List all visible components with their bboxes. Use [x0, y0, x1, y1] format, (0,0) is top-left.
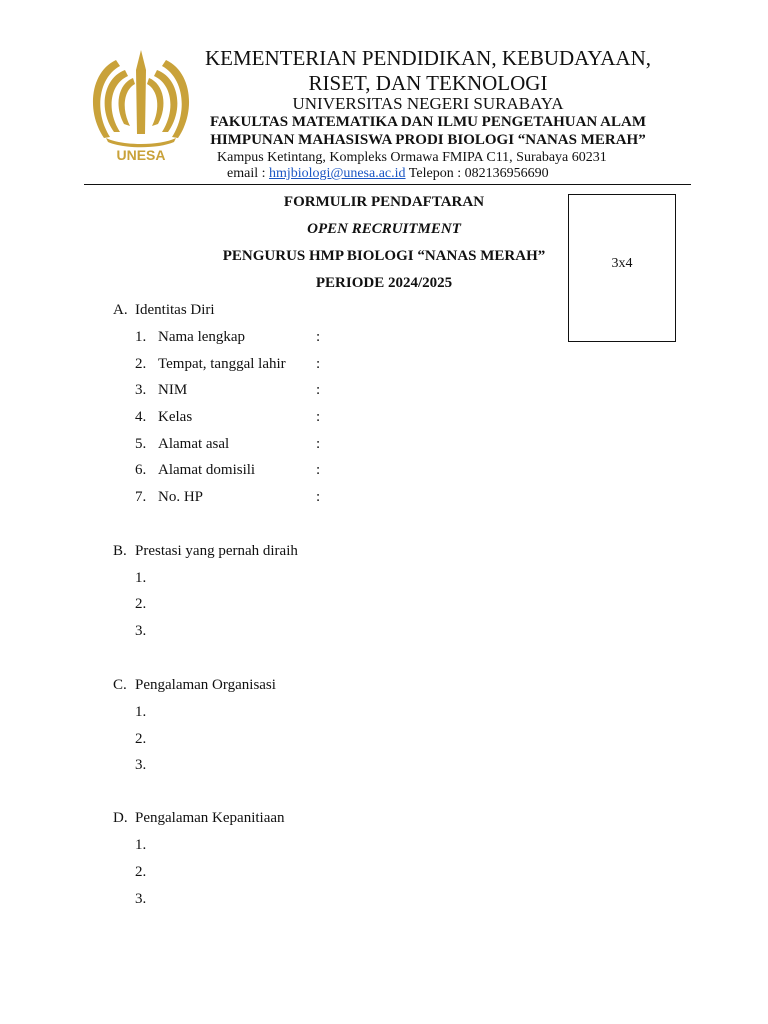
- field-separator: :: [316, 462, 321, 478]
- field-number: 1.: [135, 329, 147, 345]
- phone-text: Telepon : 082136956690: [408, 166, 549, 181]
- section-title: Identitas Diri: [135, 302, 215, 318]
- list-item-number: 2.: [135, 596, 147, 612]
- field-label: NIM: [158, 382, 188, 398]
- section-letter: C.: [113, 677, 127, 693]
- section-a-heading: [113, 302, 215, 319]
- unesa-logo: [88, 48, 194, 166]
- field-no-hp: [135, 489, 203, 506]
- field-separator: :: [316, 382, 321, 398]
- field-number: 6.: [135, 462, 147, 478]
- field-alamat-asal: [135, 436, 229, 453]
- address-line: Kampus Ketintang, Kompleks Ormawa FMIPA C11, Surabaya 60231: [217, 150, 607, 165]
- university-name: UNIVERSITAS NEGERI SURABAYA: [292, 94, 564, 113]
- field-separator: :: [316, 409, 321, 425]
- field-label: Kelas: [158, 409, 193, 425]
- list-item-number: 1.: [135, 704, 147, 720]
- section-letter: A.: [113, 302, 128, 318]
- list-item-number: 3.: [135, 891, 147, 907]
- section-letter: B.: [113, 543, 127, 559]
- field-label: Alamat domisili: [158, 462, 256, 478]
- section-b-heading: [113, 543, 298, 560]
- ministry-name-line1: KEMENTERIAN PENDIDIKAN, KEBUDAYAAN,: [204, 46, 652, 70]
- section-title: Prestasi yang pernah diraih: [135, 543, 298, 559]
- form-title: FORMULIR PENDAFTARAN: [283, 194, 485, 210]
- field-separator: :: [316, 489, 321, 505]
- field-nim: [135, 382, 187, 399]
- section-title: Pengalaman Kepanitiaan: [135, 810, 285, 826]
- field-alamat-domisili: [135, 462, 255, 479]
- field-separator: :: [316, 436, 321, 452]
- field-separator: :: [316, 356, 321, 372]
- field-separator: :: [316, 329, 321, 345]
- photo-size-label: 3x4: [611, 256, 633, 271]
- logo-wordmark: UNESA: [116, 147, 166, 163]
- list-item-number: 1.: [135, 570, 147, 586]
- field-number: 7.: [135, 489, 147, 505]
- list-item-number: 3.: [135, 623, 147, 639]
- section-letter: D.: [113, 810, 128, 826]
- field-tempat-tanggal-lahir: [135, 356, 286, 373]
- list-item-number: 3.: [135, 757, 147, 773]
- email-link[interactable]: hmjbiologi@unesa.ac.id: [269, 166, 406, 181]
- association-name: HIMPUNAN MAHASISWA PRODI BIOLOGI “NANAS MERAH”: [210, 132, 646, 148]
- section-title: Pengalaman Organisasi: [135, 677, 276, 693]
- field-kelas: [135, 409, 192, 426]
- form-subtitle: OPEN RECRUITMENT: [307, 221, 461, 237]
- photo-placeholder-box: [568, 194, 676, 342]
- field-number: 3.: [135, 382, 147, 398]
- form-period: PERIODE 2024/2025: [315, 275, 453, 291]
- field-label: Nama lengkap: [158, 329, 246, 345]
- field-label: No. HP: [158, 489, 204, 505]
- ministry-name-line2: RISET, DAN TEKNOLOGI: [308, 71, 548, 95]
- faculty-name: FAKULTAS MATEMATIKA DAN ILMU PENGETAHUAN ALAM: [210, 114, 646, 130]
- field-label: Tempat, tanggal lahir: [158, 356, 286, 372]
- field-number: 5.: [135, 436, 147, 452]
- section-c-heading: [113, 677, 276, 694]
- list-item-number: 2.: [135, 864, 147, 880]
- form-organization: PENGURUS HMP BIOLOGI “NANAS MERAH”: [222, 248, 546, 264]
- section-d-heading: [113, 810, 285, 827]
- field-label: Alamat asal: [158, 436, 230, 452]
- letterhead-divider: [84, 184, 691, 185]
- field-number: 2.: [135, 356, 147, 372]
- field-number: 4.: [135, 409, 147, 425]
- list-item-number: 1.: [135, 837, 147, 853]
- contact-line: [227, 166, 549, 182]
- list-item-number: 2.: [135, 731, 147, 747]
- field-nama-lengkap: [135, 329, 245, 346]
- email-label: email :: [227, 166, 266, 181]
